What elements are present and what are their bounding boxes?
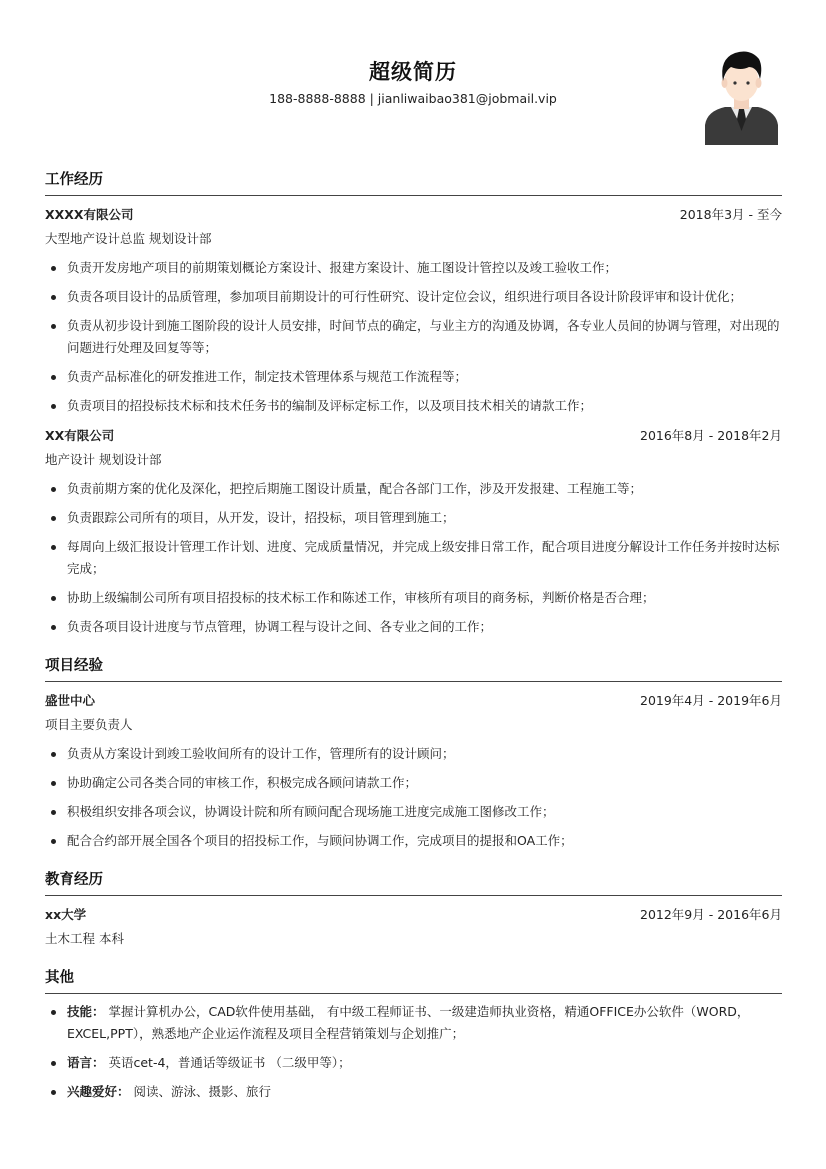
bullet-list bbox=[45, 257, 782, 417]
entry-role: 项目主要负责人 bbox=[45, 717, 133, 732]
other-section bbox=[45, 966, 782, 1103]
list-item bbox=[45, 1001, 782, 1045]
company-name: XXXX有限公司 bbox=[45, 207, 134, 222]
section-title: 教育经历 bbox=[45, 868, 782, 896]
list-item bbox=[45, 1081, 782, 1103]
item-text: 掌握计算机办公，CAD软件使用基础， 有中级工程师证书、一级建造师执业资格，精通OFFICE办公软件（WORD，EXCEL,PPT），熟悉地产企业运作流程及项目全程营销策划与企划推广； bbox=[67, 1004, 750, 1041]
entry-header bbox=[45, 425, 782, 447]
entry-header bbox=[45, 204, 782, 226]
section-title: 工作经历 bbox=[45, 168, 782, 196]
entry-role: 大型地产设计总监 规划设计部 bbox=[45, 231, 212, 246]
person-avatar-icon bbox=[705, 47, 778, 145]
bullet-list bbox=[45, 743, 782, 852]
item-label: 语言： bbox=[67, 1055, 105, 1070]
bullet-list bbox=[45, 478, 782, 638]
contact-info: 188-8888-8888 | jianliwaibao381@jobmail.vip bbox=[269, 91, 557, 106]
list-item: 负责从初步设计到施工图阶段的设计人员安排，时间节点的确定，与业主方的沟通及协调，各专业人员间的协调与管理，对出现的问题进行处理及回复等等； bbox=[45, 315, 782, 359]
entry-date: 2012年9月 - 2016年6月 bbox=[640, 907, 782, 922]
list-item: 协助确定公司各类合同的审核工作，积极完成各顾问请款工作； bbox=[45, 772, 782, 794]
entry-date: 2016年8月 - 2018年2月 bbox=[640, 428, 782, 443]
list-item: 负责各项目设计进度与节点管理，协调工程与设计之间、各专业之间的工作； bbox=[45, 616, 782, 638]
company-name: XX有限公司 bbox=[45, 428, 115, 443]
list-item: 负责各项目设计的品质管理，参加项目前期设计的可行性研究、设计定位会议，组织进行项目各设计阶段评审和设计优化； bbox=[45, 286, 782, 308]
degree: 土木工程 本科 bbox=[45, 931, 124, 946]
entry-date: 2019年4月 - 2019年6月 bbox=[640, 693, 782, 708]
entry-header bbox=[45, 690, 782, 712]
work-section bbox=[45, 168, 782, 638]
item-label: 技能： bbox=[67, 1004, 105, 1019]
list-item: 协助上级编制公司所有项目招投标的技术标工作和陈述工作，审核所有项目的商务标，判断价格是否合理； bbox=[45, 587, 782, 609]
project-name: 盛世中心 bbox=[45, 693, 96, 708]
school-name: xx大学 bbox=[45, 907, 87, 922]
item-text: 英语cet-4，普通话等级证书 （二级甲等）； bbox=[104, 1055, 351, 1070]
list-item: 配合合约部开展全国各个项目的招投标工作，与顾问协调工作，完成项目的提报和OA工作； bbox=[45, 830, 782, 852]
education-section bbox=[45, 868, 782, 950]
section-title: 其他 bbox=[45, 966, 782, 994]
list-item: 负责跟踪公司所有的项目，从开发，设计，招投标，项目管理到施工； bbox=[45, 507, 782, 529]
list-item: 每周向上级汇报设计管理工作计划、进度、完成质量情况，并完成上级安排日常工作，配合项目进度分解设计工作任务并按时达标完成； bbox=[45, 536, 782, 580]
list-item bbox=[45, 1052, 782, 1074]
entry-date: 2018年3月 - 至今 bbox=[679, 207, 782, 222]
item-label: 兴趣爱好： bbox=[67, 1084, 130, 1099]
resume-body bbox=[45, 158, 782, 1103]
list-item: 负责开发房地产项目的前期策划概论方案设计、报建方案设计、施工图设计管控以及竣工验收工作； bbox=[45, 257, 782, 279]
bullet-list bbox=[45, 1001, 782, 1103]
project-section bbox=[45, 654, 782, 852]
item-text: 阅读、游泳、摄影、旅行 bbox=[129, 1084, 271, 1099]
list-item: 负责从方案设计到竣工验收间所有的设计工作，管理所有的设计顾问； bbox=[45, 743, 782, 765]
list-item: 积极组织安排各项会议，协调设计院和所有顾问配合现场施工进度完成施工图修改工作； bbox=[45, 801, 782, 823]
section-title: 项目经验 bbox=[45, 654, 782, 682]
resume-name: 超级简历 bbox=[369, 60, 457, 84]
entry-role: 地产设计 规划设计部 bbox=[45, 452, 162, 467]
list-item: 负责前期方案的优化及深化，把控后期施工图设计质量，配合各部门工作，涉及开发报建、工程施工等； bbox=[45, 478, 782, 500]
entry-header bbox=[45, 904, 782, 926]
list-item: 负责产品标准化的研发推进工作，制定技术管理体系与规范工作流程等； bbox=[45, 366, 782, 388]
list-item: 负责项目的招投标技术标和技术任务书的编制及评标定标工作，以及项目技术相关的请款工作； bbox=[45, 395, 782, 417]
